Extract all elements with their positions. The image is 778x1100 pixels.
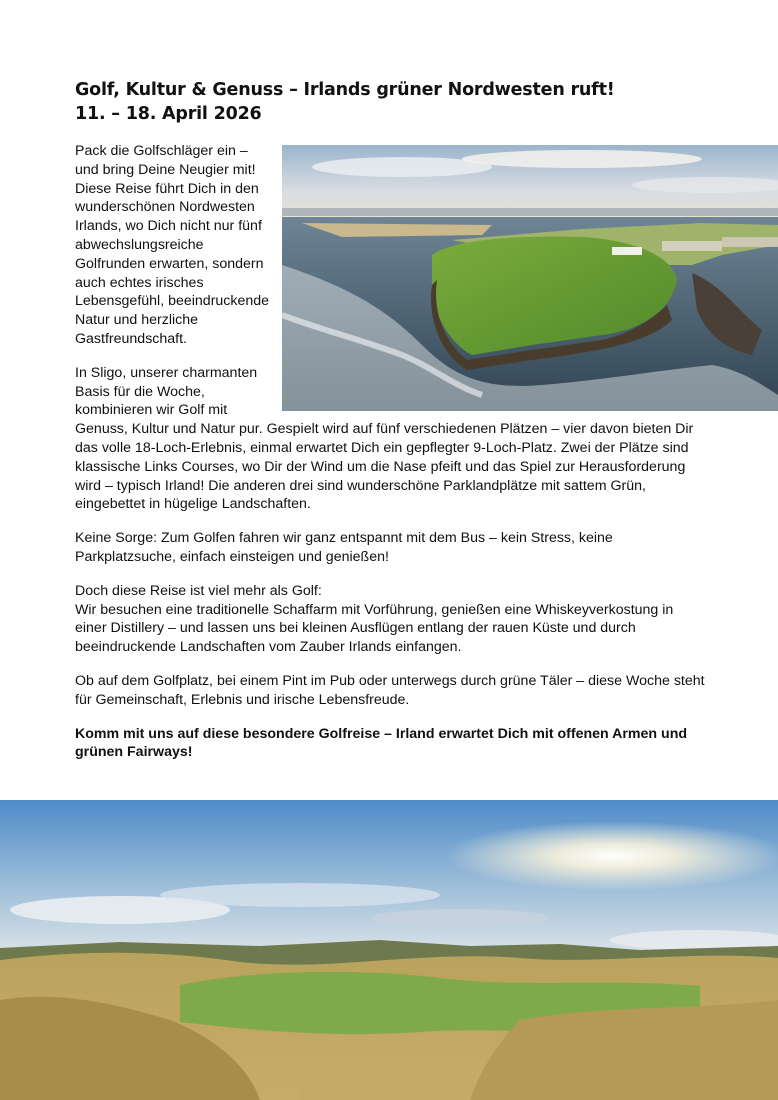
intro-paragraph: Pack die Golfschläger ein – und bring Deine Neugier mit! Diese Reise führt Dich in den wunderschönen Nordwesten Irlands, wo Dich nicht nur fünf abwechslungsreiche Golfrunden erwarten, sondern auch echtes irisches Lebensgefühl, beeindruckende Natur und herzliche Gastfreundschaft.: [75, 143, 270, 347]
excursions-text: Wir besuchen eine traditionelle Schaffarm mit Vorführung, genießen eine Whiskeyverkostung in einer Distillery – und lassen uns bei kleinen Ausflügen entlang der rauen Küste und durch beeindruckende Landschaften vom Zauber Irlands einfangen.: [75, 601, 674, 656]
links-dunes-panorama-photo: [0, 800, 778, 1100]
coastal-golf-course-photo: [282, 145, 778, 411]
article-body: [75, 142, 708, 777]
sligo-paragraph: In Sligo, unserer charmanten Basis für die Woche, kombinieren wir Golf mit Genuss, Kultur und Natur pur. Gespielt wird auf fünf verschiedenen Plätzen – vier davon bieten Dir das volle 18-Loch-Erlebnis, einmal erwartet Dich ein gepflegter 9-Loch-Platz. Zwei der Plätze sind klassische Links Courses, wo Dir der Wind um die Nase pfeift und das Spiel zur Herausforderung wird – typisch Irland! Die anderen drei sind wunderschöne Parklandplätze mit sattem Grün, eingebettet in hügelige Landschaften.: [75, 364, 694, 513]
page-title: [75, 78, 615, 126]
title-line-1: Golf, Kultur & Genuss – Irlands grüner Nordwesten ruft!: [75, 80, 615, 100]
closing-call-to-action: Komm mit uns auf diese besondere Golfreise – Irland erwartet Dich mit offenen Armen und grünen Fairways!: [75, 725, 688, 761]
excursions-lead: Doch diese Reise ist viel mehr als Golf:: [75, 582, 322, 599]
community-paragraph: Ob auf dem Golfplatz, bei einem Pint im Pub oder unterwegs durch grüne Täler – diese Woche steht für Gemeinschaft, Erlebnis und irische Lebensfreude.: [75, 672, 705, 708]
bus-paragraph: Keine Sorge: Zum Golfen fahren wir ganz entspannt mit dem Bus – kein Stress, keine Parkplatzsuche, einfach einsteigen und genießen!: [75, 530, 613, 565]
title-dates: 11. – 18. April 2026: [75, 104, 262, 124]
excursions-paragraph: [75, 582, 708, 657]
